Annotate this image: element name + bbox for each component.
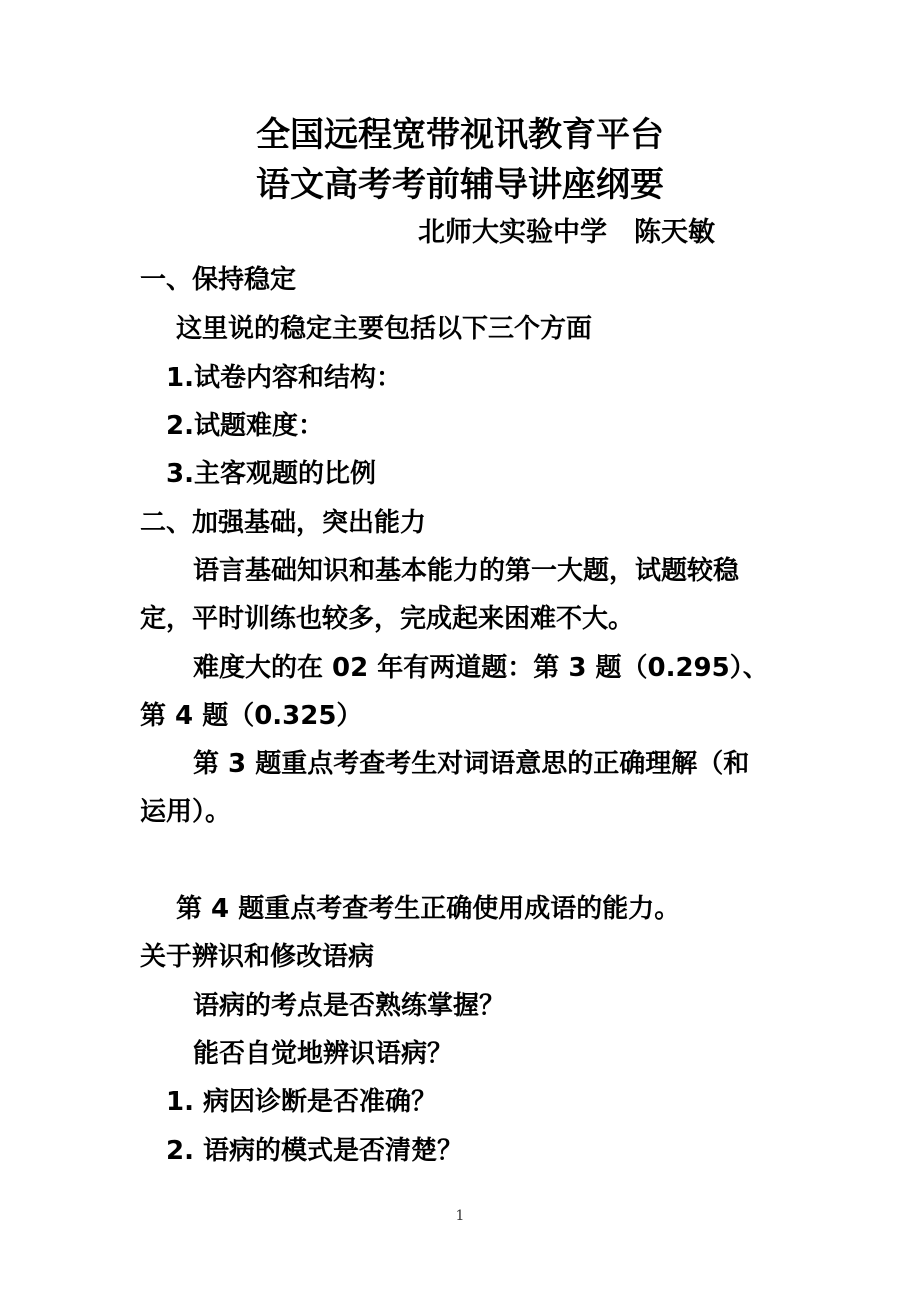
section-3-heading: 关于辨识和修改语病 <box>140 942 375 972</box>
page-number: 1 <box>455 1208 465 1224</box>
author-line: 北师大实验中学 陈天敏 <box>418 217 715 248</box>
document-title-line-1: 全国远程宽带视讯教育平台 <box>256 115 664 155</box>
section-1-heading: 一、保持稳定 <box>140 265 297 295</box>
paragraph-line: 第 4 题重点考查考生正确使用成语的能力。 <box>176 894 681 924</box>
paragraph-line: 运用）。 <box>140 797 232 827</box>
section-3-item: 1. 病因诊断是否准确？ <box>166 1087 438 1117</box>
paragraph-line: 第 4 题（0.325） <box>140 701 363 731</box>
paragraph-line: 语言基础知识和基本能力的第一大题，试题较稳 <box>193 556 740 586</box>
paragraph-line: 难度大的在 02 年有两道题：第 3 题（0.295）、 <box>193 653 769 683</box>
document-title-line-2: 语文高考考前辅导讲座纲要 <box>256 165 664 205</box>
question-line: 语病的考点是否熟练掌握？ <box>193 991 506 1021</box>
question-line: 能否自觉地辨识语病？ <box>193 1039 454 1069</box>
paragraph-line: 第 3 题重点考查考生对词语意思的正确理解（和 <box>193 749 750 779</box>
section-1-item: 3.主客观题的比例 <box>166 459 376 489</box>
paragraph-line: 定，平时训练也较多，完成起来困难不大。 <box>140 604 635 634</box>
section-2-heading: 二、加强基础，突出能力 <box>140 508 427 538</box>
section-1-item: 1.试卷内容和结构： <box>166 363 402 393</box>
section-3-item: 2. 语病的模式是否清楚？ <box>166 1136 464 1166</box>
section-1-intro: 这里说的稳定主要包括以下三个方面 <box>176 314 593 344</box>
section-1-item: 2.试题难度： <box>166 411 324 441</box>
